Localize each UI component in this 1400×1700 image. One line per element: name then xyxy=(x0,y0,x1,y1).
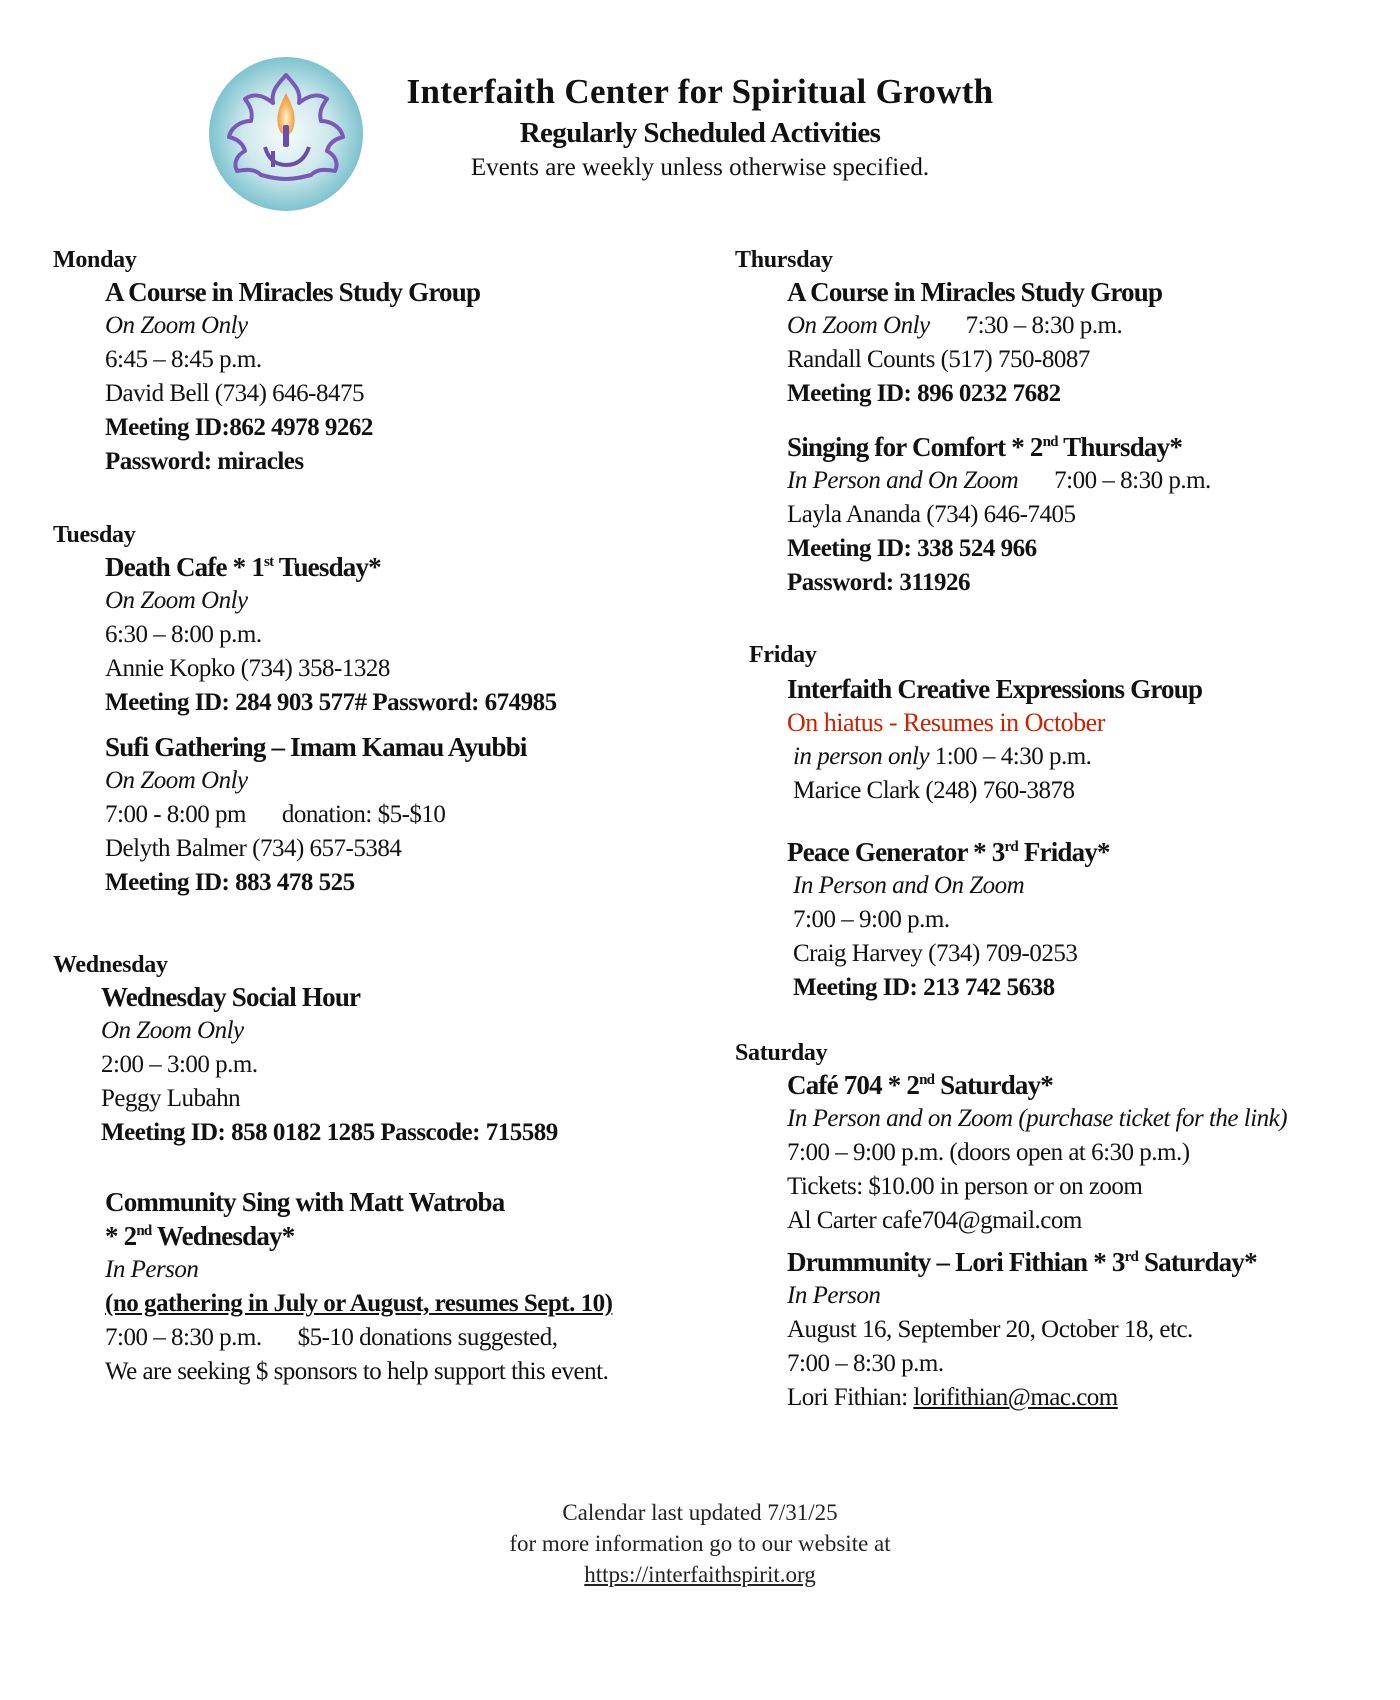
event-mode: In Person xyxy=(105,1256,199,1283)
event-time: 6:45 – 8:45 p.m. xyxy=(105,346,262,373)
event-mode: In Person and On Zoom xyxy=(793,872,1025,899)
contact-email-link[interactable]: lorifithian@mac.com xyxy=(913,1384,1118,1411)
event-title: Singing for Comfort * 2nd Thursday* xyxy=(787,432,1183,462)
event-meeting-id: Meeting ID: 883 478 525 xyxy=(105,869,355,896)
event-tuesday-death-cafe xyxy=(105,550,705,720)
event-tuesday-sufi xyxy=(105,730,705,900)
event-title: Sufi Gathering – Imam Kamau Ayubbi xyxy=(105,732,527,762)
event-contact: Marice Clark (248) 760-3878 xyxy=(793,777,1075,804)
event-password: Password: miracles xyxy=(105,448,304,475)
event-saturday-cafe-704 xyxy=(787,1068,1387,1238)
event-title: Peace Generator * 3rd Friday* xyxy=(787,837,1110,867)
event-title: Interfaith Creative Expressions Group xyxy=(787,674,1203,704)
event-time: 7:00 – 8:30 p.m. xyxy=(787,1350,944,1377)
event-wednesday-community-sing xyxy=(105,1185,705,1389)
event-title: Community Sing with Matt Watroba xyxy=(105,1187,505,1217)
event-contact: Lori Fithian: lorifithian@mac.com xyxy=(787,1384,1118,1411)
event-friday-creative-expressions xyxy=(787,672,1387,808)
event-time: 6:30 – 8:00 p.m. xyxy=(105,621,262,648)
day-heading-thursday: Thursday xyxy=(735,247,833,273)
event-mode: On Zoom Only xyxy=(105,767,248,794)
event-meeting-id: Meeting ID:862 4978 9262 xyxy=(105,414,373,441)
event-contact: Delyth Balmer (734) 657-5384 xyxy=(105,835,402,862)
event-time-donation: 7:00 - 8:00 pm donation: $5-$10 xyxy=(105,801,446,828)
event-contact: Al Carter cafe704@gmail.com xyxy=(787,1207,1082,1234)
event-mode: On Zoom Only xyxy=(101,1017,244,1044)
event-title: A Course in Miracles Study Group xyxy=(105,277,481,307)
event-friday-peace-generator xyxy=(787,835,1387,1005)
page-header xyxy=(0,0,1400,230)
event-saturday-drummunity xyxy=(787,1245,1387,1415)
event-mode: In Person xyxy=(787,1282,881,1309)
event-meeting-id: Meeting ID: 284 903 577# Password: 674985 xyxy=(105,689,557,716)
event-dates: August 16, September 20, October 18, etc. xyxy=(787,1316,1193,1343)
event-title: Wednesday Social Hour xyxy=(101,982,361,1012)
day-heading-monday: Monday xyxy=(53,247,137,273)
event-meeting-id: Meeting ID: 896 0232 7682 xyxy=(787,380,1061,407)
event-schedule: * 2nd Wednesday* xyxy=(105,1221,295,1251)
day-heading-wednesday: Wednesday xyxy=(53,952,168,978)
event-mode: On Zoom Only xyxy=(105,587,248,614)
event-mode-time: In Person and On Zoom 7:00 – 8:30 p.m. xyxy=(787,467,1211,494)
event-tickets: Tickets: $10.00 in person or on zoom xyxy=(787,1173,1143,1200)
event-status: On hiatus - Resumes in October xyxy=(787,708,1105,737)
event-contact: Layla Ananda (734) 646-7405 xyxy=(787,501,1076,528)
event-title: Café 704 * 2nd Saturday* xyxy=(787,1070,1054,1100)
event-time: 7:00 – 9:00 p.m. (doors open at 6:30 p.m.) xyxy=(787,1139,1190,1166)
event-note: (no gathering in July or August, resumes Sept. 10) xyxy=(105,1290,613,1317)
event-mode: On Zoom Only xyxy=(105,312,248,339)
event-time-donation: 7:00 – 8:30 p.m. $5-10 donations suggested, xyxy=(105,1324,558,1351)
calendar-updated: Calendar last updated 7/31/25 xyxy=(562,1500,838,1525)
event-time: 2:00 – 3:00 p.m. xyxy=(101,1051,258,1078)
event-monday-acim xyxy=(105,275,705,479)
event-sponsor-note: We are seeking $ sponsors to help support this event. xyxy=(105,1358,609,1385)
event-contact: Randall Counts (517) 750-8087 xyxy=(787,346,1090,373)
event-wednesday-social-hour xyxy=(101,980,701,1150)
event-contact: Annie Kopko (734) 358-1328 xyxy=(105,655,390,682)
event-contact: Peggy Lubahn xyxy=(101,1085,241,1112)
event-time: 7:00 – 9:00 p.m. xyxy=(793,906,950,933)
event-meeting-id: Meeting ID: 213 742 5638 xyxy=(793,974,1055,1001)
event-meeting-id: Meeting ID: 858 0182 1285 Passcode: 715589 xyxy=(101,1119,558,1146)
page-tagline: Events are weekly unless otherwise specified. xyxy=(470,154,930,181)
day-heading-saturday: Saturday xyxy=(735,1040,828,1066)
event-meeting-id: Meeting ID: 338 524 966 xyxy=(787,535,1037,562)
event-contact: David Bell (734) 646-8475 xyxy=(105,380,364,407)
more-info-text: for more information go to our website at xyxy=(509,1531,891,1556)
event-title: Death Cafe * 1st Tuesday* xyxy=(105,552,381,582)
event-contact: Craig Harvey (734) 709-0253 xyxy=(793,940,1078,967)
day-heading-friday: Friday xyxy=(749,642,817,668)
page-subtitle: Regularly Scheduled Activities xyxy=(519,117,881,149)
lotus-flame-icon xyxy=(207,55,365,213)
page-title: Interfaith Center for Spiritual Growth xyxy=(406,72,994,111)
event-mode: In Person and on Zoom (purchase ticket for the link) xyxy=(787,1105,1288,1132)
event-title: Drummunity – Lori Fithian * 3rd Saturday* xyxy=(787,1247,1257,1277)
event-title: A Course in Miracles Study Group xyxy=(787,277,1163,307)
event-password: Password: 311926 xyxy=(787,569,970,596)
event-mode-time: On Zoom Only 7:30 – 8:30 p.m. xyxy=(787,312,1123,339)
website-link[interactable]: https://interfaithspirit.org xyxy=(584,1562,816,1587)
event-mode-time: in person only 1:00 – 4:30 p.m. xyxy=(793,743,1092,770)
page-footer xyxy=(0,1497,1400,1590)
day-heading-tuesday: Tuesday xyxy=(53,522,136,548)
event-thursday-singing-for-comfort xyxy=(787,430,1387,600)
event-thursday-acim xyxy=(787,275,1387,411)
